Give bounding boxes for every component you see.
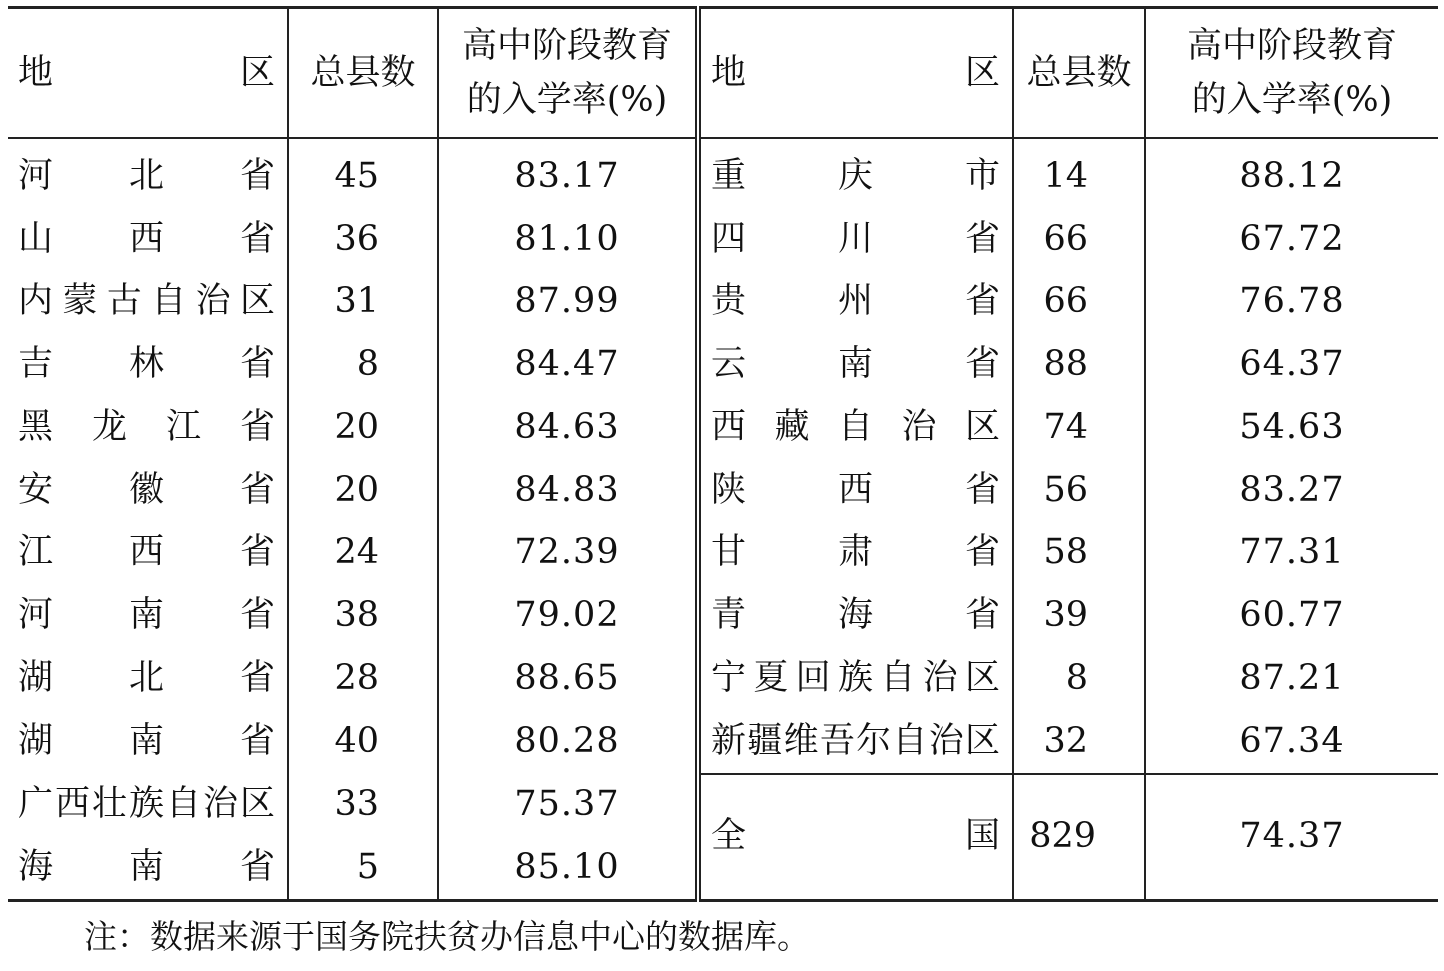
table-row <box>8 138 1438 208</box>
region-name: 安徽省 <box>18 469 275 510</box>
region-name: 广西壮族自治区 <box>18 784 275 825</box>
enrollment-rate: 84.63 <box>438 396 698 459</box>
total-region-name: 全国 <box>698 774 1013 901</box>
enrollment-rate: 84.47 <box>438 333 698 396</box>
county-count: 74 <box>1013 396 1145 459</box>
region-name: 四川省 <box>698 208 1013 271</box>
county-count: 88 <box>1013 333 1145 396</box>
enrollment-rate-table <box>8 6 1438 902</box>
enrollment-rate: 84.83 <box>438 459 698 522</box>
header-region-left: 地区 <box>8 8 288 139</box>
header-rate-line2: 的入学率(%) <box>466 80 668 120</box>
table-row <box>8 710 1438 774</box>
total-county-count: 829 <box>1013 774 1145 901</box>
county-count: 24 <box>288 522 438 585</box>
county-count: 66 <box>1013 271 1145 334</box>
region-name: 贵州省 <box>698 271 1013 334</box>
enrollment-rate: 67.34 <box>1145 710 1438 774</box>
enrollment-rate: 87.21 <box>1145 647 1438 710</box>
county-count: 56 <box>1013 459 1145 522</box>
header-enrollment-rate-left <box>438 8 698 139</box>
region-name: 云南省 <box>698 333 1013 396</box>
region-name: 西藏自治区 <box>698 396 1013 459</box>
county-count: 38 <box>288 584 438 647</box>
county-count: 14 <box>1013 138 1145 208</box>
header-county-count-left: 总县数 <box>288 8 438 139</box>
county-count: 40 <box>288 710 438 774</box>
table-row <box>8 522 1438 585</box>
enrollment-rate: 76.78 <box>1145 271 1438 334</box>
enrollment-rate: 81.10 <box>438 208 698 271</box>
enrollment-rate: 79.02 <box>438 584 698 647</box>
region-name: 河北省 <box>18 155 275 196</box>
enrollment-rate: 67.72 <box>1145 208 1438 271</box>
region-name: 河南省 <box>18 595 275 636</box>
region-name: 江西省 <box>18 532 275 573</box>
region-name: 甘肃省 <box>698 522 1013 585</box>
region-name: 陕西省 <box>698 459 1013 522</box>
enrollment-rate: 75.37 <box>438 774 698 837</box>
enrollment-rate: 88.65 <box>438 647 698 710</box>
total-enrollment-rate: 74.37 <box>1145 774 1438 901</box>
header-rate-line1: 高中阶段教育 <box>461 25 672 66</box>
county-count: 36 <box>288 208 438 271</box>
county-count: 33 <box>288 774 438 837</box>
region-name: 山西省 <box>18 218 275 259</box>
table-row <box>8 774 1438 837</box>
enrollment-rate: 54.63 <box>1145 396 1438 459</box>
county-count: 28 <box>288 647 438 710</box>
enrollment-rate: 72.39 <box>438 522 698 585</box>
county-count: 39 <box>1013 584 1145 647</box>
region-name: 海南省 <box>18 847 275 888</box>
table-row <box>8 208 1438 271</box>
region-name: 宁夏回族自治区 <box>698 647 1013 710</box>
enrollment-rate: 80.28 <box>438 710 698 774</box>
enrollment-rate: 85.10 <box>438 836 698 900</box>
region-name: 内蒙古自治区 <box>18 281 275 322</box>
region-name: 重庆市 <box>698 138 1013 208</box>
enrollment-rate: 88.12 <box>1145 138 1438 208</box>
county-count: 8 <box>288 333 438 396</box>
header-region-right: 地区 <box>698 8 1013 139</box>
region-name: 湖北省 <box>18 657 275 698</box>
county-count: 45 <box>288 138 438 208</box>
county-count: 5 <box>288 836 438 900</box>
table-header-row <box>8 8 1438 139</box>
table-row <box>8 647 1438 710</box>
region-name: 新疆维吾尔自治区 <box>698 710 1013 774</box>
table-row <box>8 333 1438 396</box>
county-count: 20 <box>288 459 438 522</box>
county-count: 8 <box>1013 647 1145 710</box>
header-rate-line2: 的入学率(%) <box>1191 80 1393 120</box>
header-county-count-right: 总县数 <box>1013 8 1145 139</box>
enrollment-rate: 77.31 <box>1145 522 1438 585</box>
header-rate-line1: 高中阶段教育 <box>1186 25 1397 66</box>
county-count: 31 <box>288 271 438 334</box>
region-name: 青海省 <box>698 584 1013 647</box>
enrollment-rate: 60.77 <box>1145 584 1438 647</box>
header-enrollment-rate-right <box>1145 8 1438 139</box>
region-name: 湖南省 <box>18 721 275 762</box>
enrollment-rate: 83.27 <box>1145 459 1438 522</box>
county-count: 66 <box>1013 208 1145 271</box>
enrollment-rate: 64.37 <box>1145 333 1438 396</box>
table-row <box>8 396 1438 459</box>
table-row <box>8 459 1438 522</box>
enrollment-rate: 83.17 <box>438 138 698 208</box>
source-note: 注：数据来源于国务院扶贫办信息中心的数据库。 <box>84 917 810 956</box>
county-count: 58 <box>1013 522 1145 585</box>
table-row <box>8 271 1438 334</box>
table-row <box>8 584 1438 647</box>
enrollment-rate: 87.99 <box>438 271 698 334</box>
region-name: 吉林省 <box>18 344 275 385</box>
county-count: 32 <box>1013 710 1145 774</box>
region-name: 黑龙江省 <box>18 406 275 447</box>
county-count: 20 <box>288 396 438 459</box>
